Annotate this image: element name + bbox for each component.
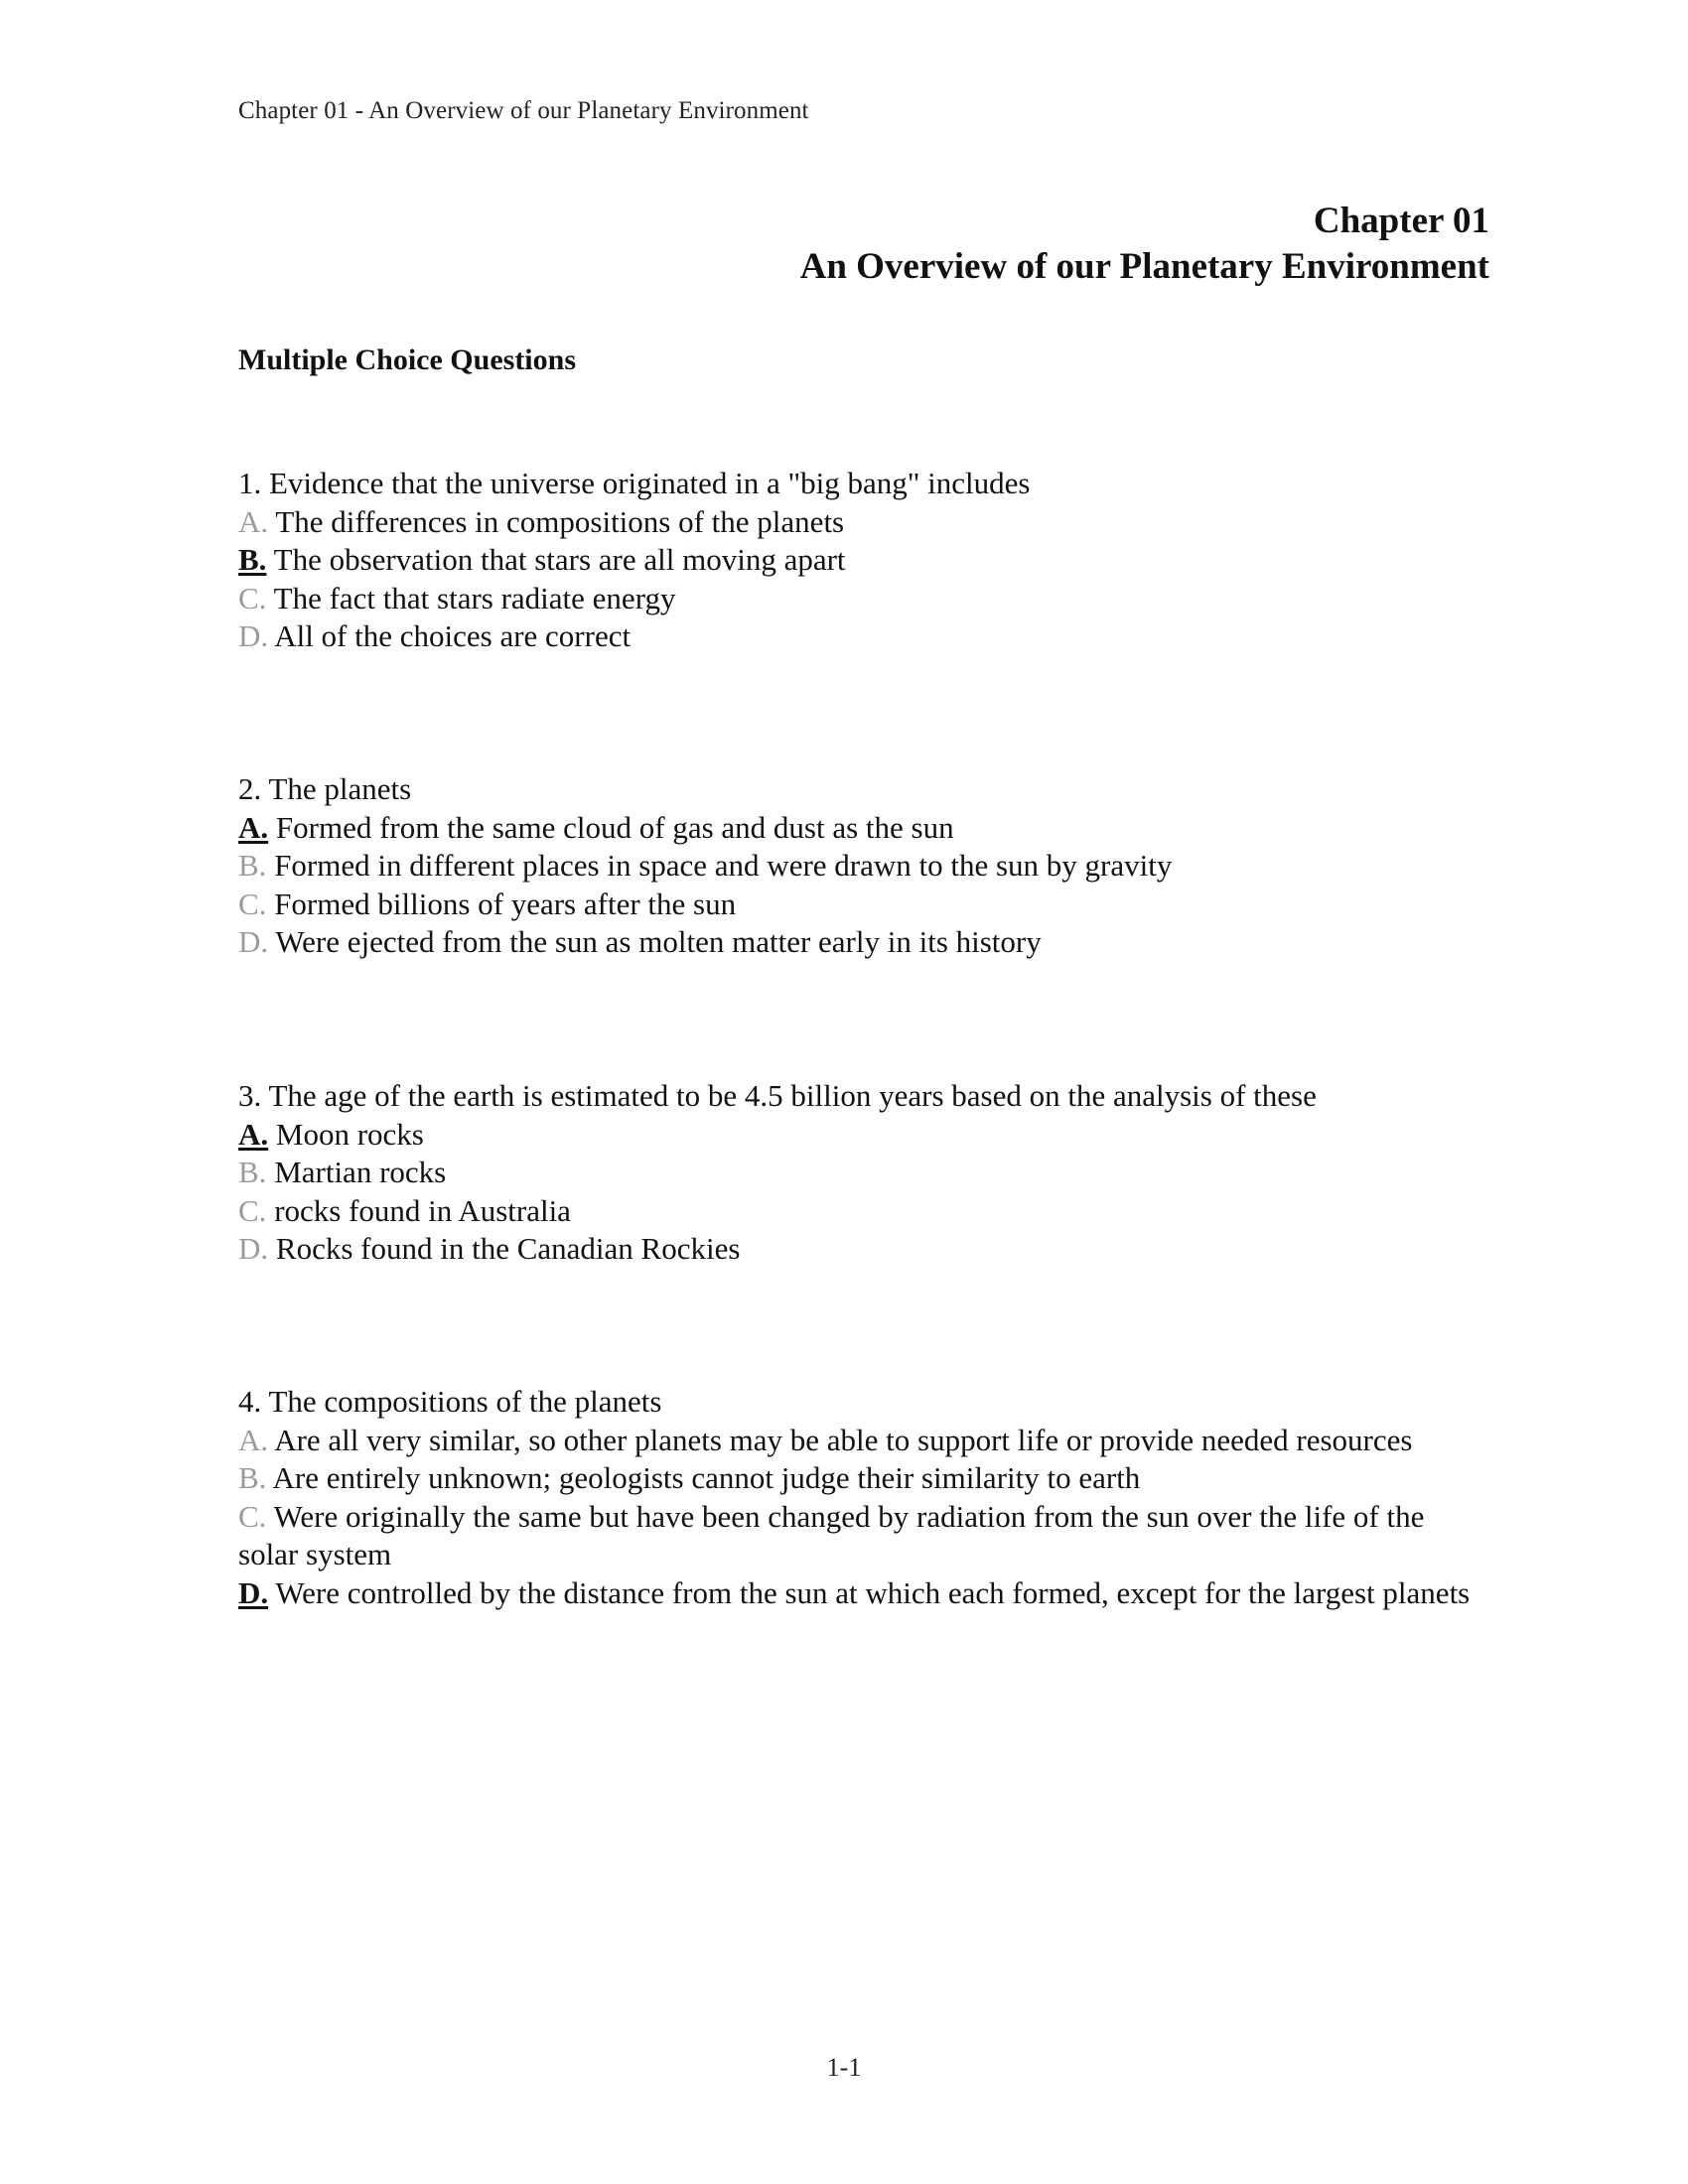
option-letter: A.	[238, 503, 269, 539]
running-head: Chapter 01 - An Overview of our Planetary Environment	[238, 97, 809, 124]
question-stem: 4. The compositions of the planets	[238, 1384, 662, 1419]
option-text: Were originally the same but have been changed by radiation from the sun over the life of the solar system	[238, 1498, 1425, 1571]
option-b	[238, 847, 1489, 886]
option-b	[238, 1459, 1489, 1498]
option-d	[238, 1230, 1489, 1269]
option-letter: D.	[238, 924, 269, 959]
option-d	[238, 617, 1489, 656]
option-text: Are entirely unknown; geologists cannot judge their similarity to earth	[272, 1460, 1141, 1495]
option-letter: C.	[238, 580, 267, 615]
option-letter: B.	[238, 1460, 267, 1495]
option-c	[238, 1498, 1489, 1574]
page-number: 1-1	[826, 2053, 862, 2082]
option-d	[238, 1574, 1489, 1613]
option-letter: B.	[238, 848, 267, 883]
option-c	[238, 1192, 1489, 1231]
chapter-title	[800, 199, 1489, 290]
option-b	[238, 541, 1489, 580]
option-letter: C.	[238, 886, 267, 921]
correct-option-letter: A.	[238, 809, 269, 845]
option-text: Were controlled by the distance from the sun at which each formed, except for the largest planets	[275, 1574, 1471, 1610]
question-stem: 1. Evidence that the universe originated in a "big bang" includes	[238, 466, 1031, 500]
option-letter: C.	[238, 1192, 267, 1228]
option-text: Formed from the same cloud of gas and dust as the sun	[275, 809, 954, 845]
question-stem: 3. The age of the earth is estimated to be 4.5 billion years based on the analysis of these	[238, 1078, 1317, 1113]
chapter-name: An Overview of our Planetary Environment	[799, 246, 1489, 287]
correct-option-letter: D.	[238, 1574, 269, 1610]
option-text: Martian rocks	[274, 1155, 447, 1189]
section-title: Multiple Choice Questions	[238, 343, 577, 376]
correct-option-letter: B.	[238, 542, 267, 577]
option-text: rocks found in Australia	[274, 1192, 571, 1228]
option-letter: D.	[238, 1231, 269, 1266]
option-a	[238, 809, 1489, 848]
option-text: The differences in compositions of the planets	[275, 503, 845, 539]
option-a	[238, 503, 1489, 542]
option-text: Formed in different places in space and were drawn to the sun by gravity	[274, 848, 1173, 883]
option-text: The fact that stars radiate energy	[273, 580, 676, 615]
question-1	[238, 465, 1489, 656]
option-d	[238, 923, 1489, 962]
option-b	[238, 1154, 1489, 1192]
option-text: Moon rocks	[275, 1116, 424, 1152]
option-text: Were ejected from the sun as molten matter early in its history	[275, 924, 1042, 959]
option-letter: A.	[238, 1422, 269, 1457]
option-text: All of the choices are correct	[274, 618, 632, 653]
option-text: The observation that stars are all moving apart	[273, 542, 846, 577]
option-a	[238, 1116, 1489, 1155]
correct-option-letter: A.	[238, 1116, 269, 1152]
option-text: Formed billions of years after the sun	[274, 886, 737, 921]
chapter-number: Chapter 01	[1313, 201, 1489, 241]
option-letter: D.	[238, 618, 269, 653]
option-letter: B.	[238, 1155, 267, 1189]
question-4	[238, 1383, 1489, 1612]
question-stem: 2. The planets	[238, 771, 412, 806]
option-letter: C.	[238, 1498, 267, 1534]
question-3	[238, 1077, 1489, 1269]
option-c	[238, 580, 1489, 618]
option-text: Are all very similar, so other planets may be able to support life or provide needed resources	[274, 1422, 1413, 1457]
option-a	[238, 1422, 1489, 1460]
question-2	[238, 770, 1489, 962]
option-c	[238, 886, 1489, 924]
option-text: Rocks found in the Canadian Rockies	[275, 1231, 741, 1266]
